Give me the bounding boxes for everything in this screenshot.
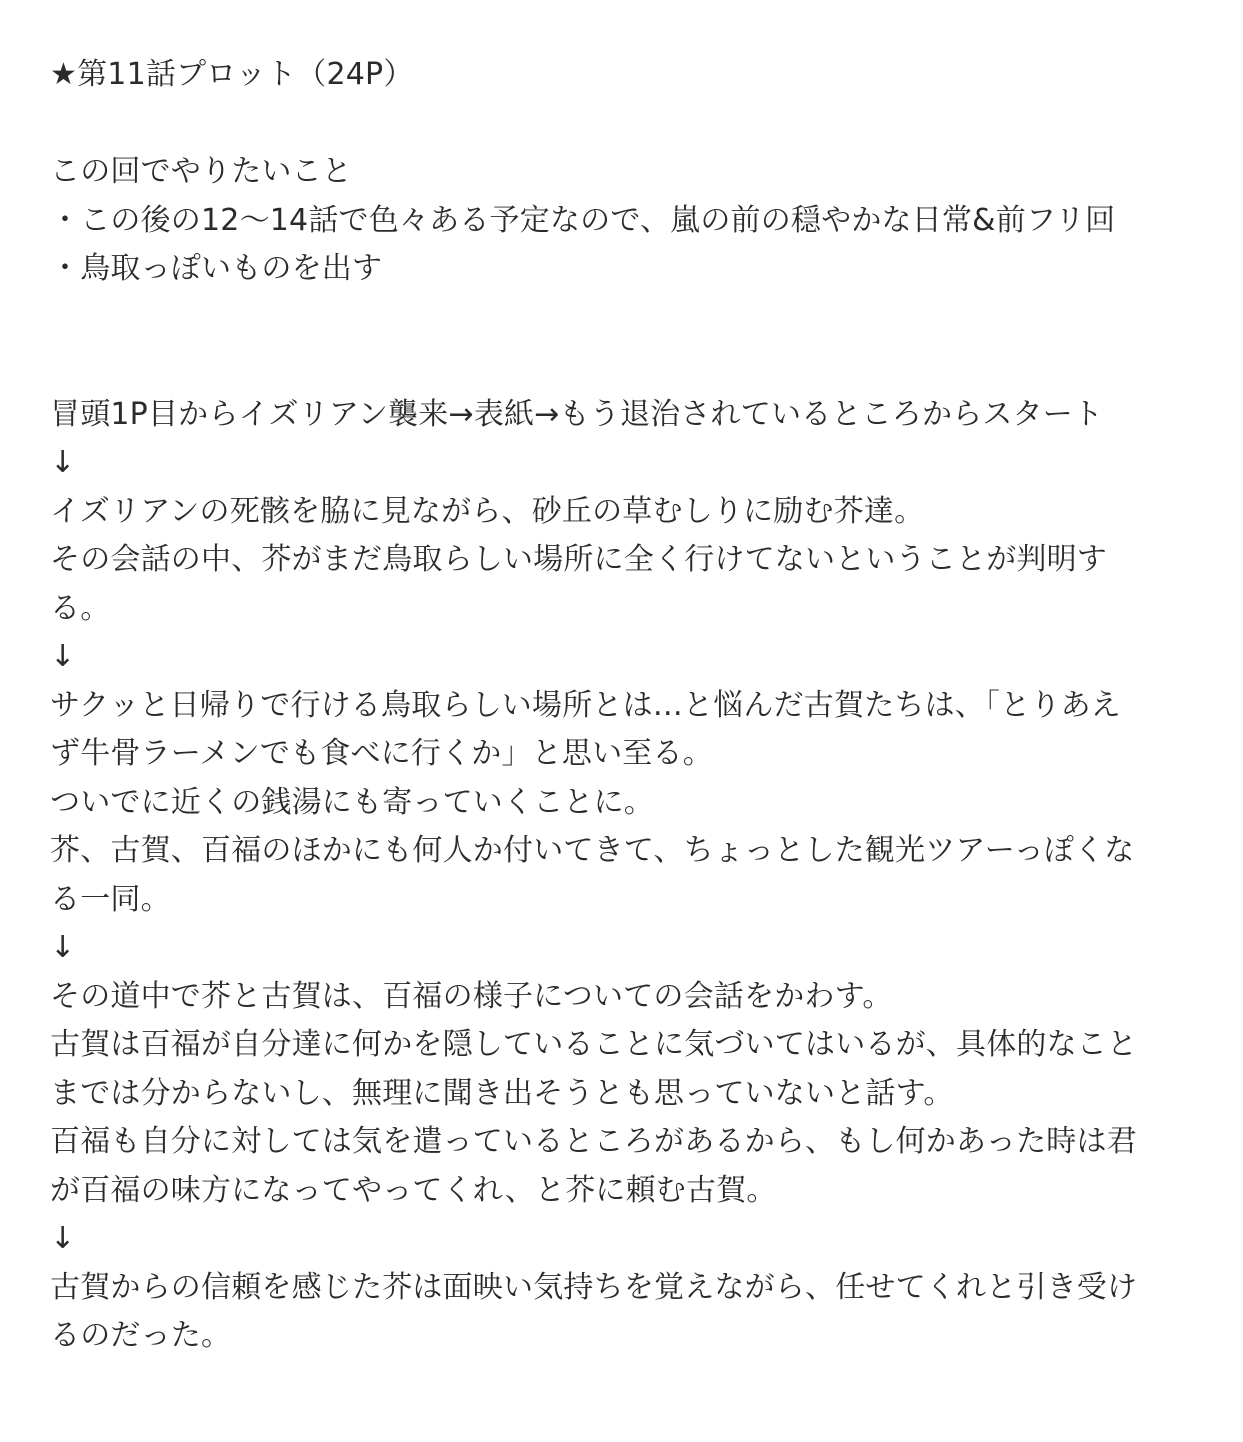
spacer <box>50 100 1210 149</box>
plot-arrow: ↓ <box>50 1221 76 1256</box>
document-title: ★第11話プロット（24P） <box>50 57 414 92</box>
plot-line: ず牛骨ラーメンでも食べに行くか」と思い至る。 <box>50 736 713 771</box>
plot-line: る一同。 <box>50 881 171 917</box>
plot-line: その道中で芥と古賀は、百福の様子についての会話をかわす。 <box>50 978 893 1014</box>
plot-arrow: ↓ <box>50 639 76 674</box>
intro-heading: この回でやりたいこと <box>50 154 352 189</box>
spacer <box>50 342 1210 391</box>
plot-line: 冒頭1P目からイズリアン襲来→表紙→もう退治されているところからスタート <box>50 396 1104 432</box>
plot-line: る。 <box>50 590 111 626</box>
goal-item: ・この後の12〜14話で色々ある予定なので、嵐の前の穏やかな日常&前フリ回 <box>50 202 1116 238</box>
plot-line: 古賀からの信頼を感じた芥は面映い気持ちを覚えながら、任せてくれと引き受け <box>50 1269 1138 1305</box>
plot-arrow: ↓ <box>50 930 76 965</box>
goal-item: ・鳥取っぽいものを出す <box>50 251 383 286</box>
plot-line: その会話の中、芥がまだ鳥取らしい場所に全く行けてないということが判明す <box>50 542 1107 577</box>
plot-line: るのだった。 <box>50 1318 232 1353</box>
plot-arrow: ↓ <box>50 445 76 480</box>
plot-line: 芥、古賀、百福のほかにも何人か付いてきて、ちょっとした観光ツアーっぽくな <box>50 833 1135 868</box>
plot-line: イズリアンの死骸を脇に見ながら、砂丘の草むしりに励む芥達。 <box>50 493 925 529</box>
plot-line: ついでに近くの銭湯にも寄っていくことに。 <box>50 784 654 820</box>
plot-line: サクッと日帰りで行ける鳥取らしい場所とは…と悩んだ古賀たちは、「とりあえ <box>50 687 1121 723</box>
plot-line: 百福も自分に対しては気を遣っているところがあるから、もし何かあった時は君 <box>50 1124 1137 1159</box>
spacer <box>50 294 1210 343</box>
plot-line: 古賀は百福が自分達に何かを隠していることに気づいてはいるが、具体的なこと <box>50 1027 1138 1062</box>
plot-line: が百福の味方になってやってくれ、と芥に頼む古賀。 <box>50 1172 777 1208</box>
document-body <box>50 51 1210 1361</box>
plot-line: までは分からないし、無理に聞き出そうとも思っていないと話す。 <box>50 1075 954 1111</box>
